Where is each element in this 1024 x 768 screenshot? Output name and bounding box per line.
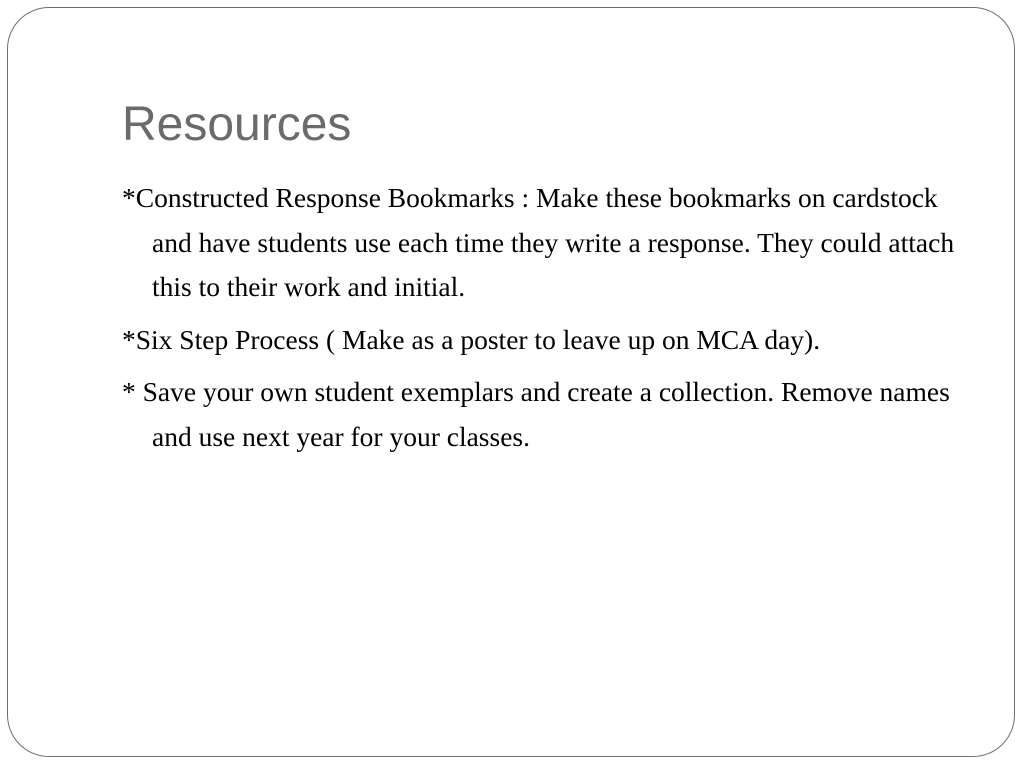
slide-body: [122, 176, 972, 467]
slide: [7, 7, 1015, 757]
bullet-student-exemplars: * Save your own student exemplars and create a collection. Remove names and use next year for your classes.: [122, 376, 950, 452]
slide-title: Resources: [122, 98, 352, 151]
bullet-six-step-process: *Six Step Process ( Make as a poster to leave up on MCA day).: [122, 323, 821, 355]
bullet-constructed-response: *Constructed Response Bookmarks : Make these bookmarks on cardstock and have students use each time they write a response. They could attach this to their work and initial.: [122, 182, 955, 302]
